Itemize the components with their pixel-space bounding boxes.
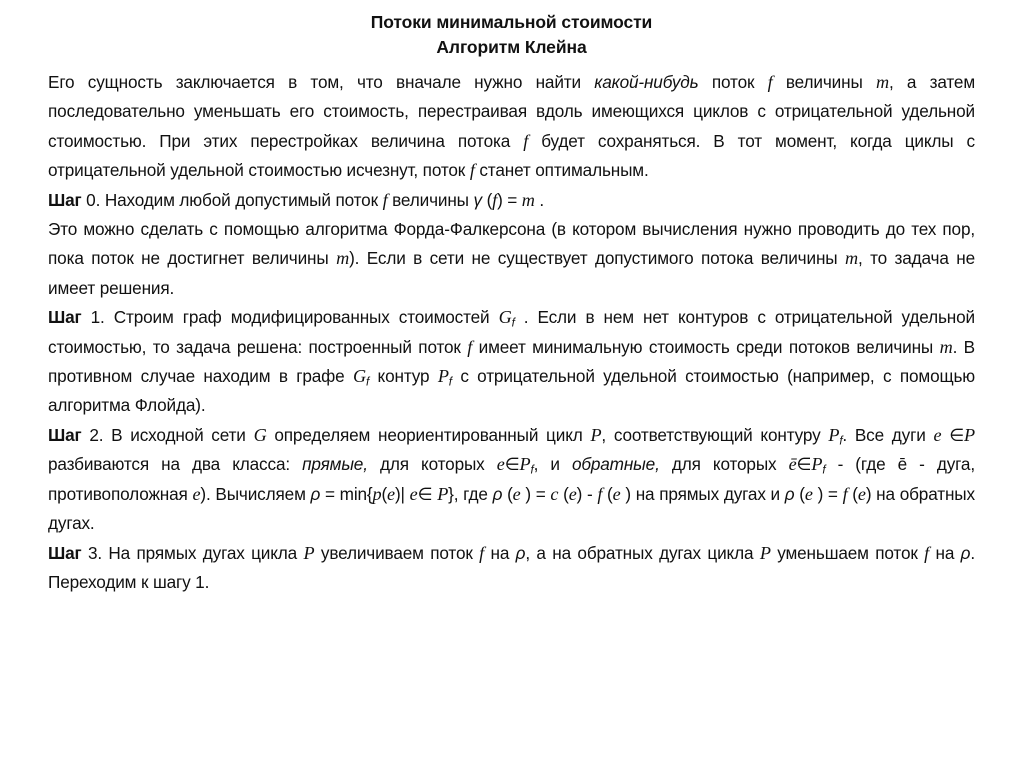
math-var-f: f xyxy=(382,189,388,210)
math-var-e: e xyxy=(409,483,418,504)
math-var-m: m xyxy=(336,248,350,269)
math-var-P: P xyxy=(437,483,449,504)
step2-emphasis-pryamye: прямые, xyxy=(302,454,368,475)
math-expr-Pf xyxy=(811,454,826,477)
math-var-P: P xyxy=(811,454,823,475)
math-subscript-f: f xyxy=(448,375,452,389)
step1-text-3: имеет минимальную стоимость среди потоков величины xyxy=(472,336,940,357)
paragraph-step-3 xyxy=(48,539,975,598)
math-expr-Gf xyxy=(498,307,515,330)
math-var-m: m xyxy=(521,189,535,210)
step3-text-7: . Переходим к шагу 1. xyxy=(48,542,975,592)
ford-text-3: , то задача не имеет решения. xyxy=(48,248,975,298)
intro-text-1: Его сущность заключается в том, что вначале нужно найти xyxy=(48,72,595,92)
math-var-G: G xyxy=(352,366,366,387)
math-expr-Pf xyxy=(519,454,534,477)
math-var-gamma: γ xyxy=(473,189,482,210)
step1-text-1: 1. Строим граф модифицированных стоимостей xyxy=(81,307,499,328)
step2-text-2: определяем неориентированный цикл xyxy=(266,424,591,445)
paragraph-step-1 xyxy=(48,303,975,421)
intro-text-6: станет оптимальным. xyxy=(474,160,649,181)
step2-text-4: . Все дуги xyxy=(842,424,934,445)
math-var-e: e xyxy=(612,483,621,504)
step2-text-5: ∈ xyxy=(941,424,965,445)
step2-text-11: ∈ xyxy=(796,454,812,475)
step2-text-25: ) на прямых дугах и xyxy=(620,483,785,504)
math-var-e: e xyxy=(804,483,813,504)
math-var-f: f xyxy=(924,542,930,563)
step1-text-2: . Если в нем нет контуров с отрицательной удельной стоимостью, то задача решена: построенный поток xyxy=(48,307,975,357)
math-var-e: e xyxy=(387,483,395,504)
title-line-1: Потоки минимальной стоимости xyxy=(370,12,653,32)
step2-text-16: ( xyxy=(381,483,388,504)
math-var-e: e xyxy=(192,483,201,504)
step2-text-24: ( xyxy=(602,483,613,504)
step1-text-4: . В противном случае находим в графе xyxy=(48,336,975,387)
paragraph-step-0 xyxy=(48,186,975,215)
math-var-rho: ρ xyxy=(310,483,321,504)
step2-text-8: ∈ xyxy=(504,454,520,475)
step0-text-2: величины xyxy=(387,189,474,210)
step2-text-12: - (где xyxy=(825,454,898,475)
step2-text-15: = min{ xyxy=(320,483,373,504)
math-subscript-f: f xyxy=(530,463,534,477)
math-var-p: p xyxy=(372,483,382,504)
math-var-P: P xyxy=(437,366,449,387)
step2-text-18: ∈ xyxy=(417,483,438,504)
step2-text-6: разбиваются на два класса: xyxy=(48,454,303,475)
step2-text-23: ) - xyxy=(576,483,598,504)
math-var-f: f xyxy=(523,130,529,151)
math-var-e: e xyxy=(496,454,505,475)
step3-text-1: 3. На прямых дугах цикла xyxy=(81,542,304,563)
step3-text-5: уменьшаем поток xyxy=(770,542,925,563)
math-var-c: c xyxy=(550,483,559,504)
document-body xyxy=(48,68,975,597)
step-label: Шаг xyxy=(48,542,82,563)
math-var-P: P xyxy=(303,542,315,563)
math-var-m: m xyxy=(875,72,889,92)
math-subscript-f: f xyxy=(839,434,843,448)
step2-text-19: }, где xyxy=(448,483,493,504)
math-var-e: e xyxy=(933,424,942,445)
step0-text-1: 0. Находим любой допустимый поток xyxy=(81,189,383,210)
step2-text-14: ). Вычисляем xyxy=(200,483,311,504)
intro-emphasis-kakoy-nibud: какой-нибудь xyxy=(594,72,699,92)
ford-text-1: Это можно сделать с помощью алгоритма Форда-Фалкерсона (в котором вычисления нужно проводить до тех пор, пока поток не достигнет величины xyxy=(48,219,975,269)
math-var-rho: ρ xyxy=(515,542,526,563)
paragraph-ford-fulkerson xyxy=(48,215,975,303)
math-var-G: G xyxy=(253,424,267,445)
step2-text-10: для которых xyxy=(659,454,789,475)
math-var-P: P xyxy=(759,542,771,563)
math-var-P: P xyxy=(828,424,840,445)
math-var-m: m xyxy=(939,336,953,357)
math-expr-Gf xyxy=(352,366,370,389)
step2-text-21: ) = xyxy=(520,483,551,504)
step2-text-27: ) = xyxy=(812,483,843,504)
step2-text-26: ( xyxy=(794,483,805,504)
step2-text-28: ( xyxy=(847,483,858,504)
math-var-f: f xyxy=(492,189,498,210)
math-subscript-f: f xyxy=(822,463,826,477)
step3-text-4: , а на обратных дугах цикла xyxy=(525,542,760,563)
paragraph-intro xyxy=(48,68,975,186)
step2-text-22: ( xyxy=(558,483,569,504)
math-subscript-f: f xyxy=(365,375,370,389)
math-var-P: P xyxy=(519,454,531,475)
step2-text-13: - дуга, противоположная xyxy=(48,454,975,504)
math-var-e-bar: ē xyxy=(788,454,797,475)
math-var-f: f xyxy=(767,72,773,92)
math-var-f: f xyxy=(479,542,485,563)
math-var-m: m xyxy=(844,248,858,269)
step0-text-5: . xyxy=(534,189,545,210)
math-var-f: f xyxy=(597,483,603,504)
math-var-e: e xyxy=(857,483,866,504)
step-label: Шаг xyxy=(48,189,82,210)
step0-text-4: ) = xyxy=(497,189,522,210)
step1-text-6: с отрицательной удельной стоимостью (например, с помощью алгоритма Флойда). xyxy=(48,366,976,416)
step2-text-1: 2. В исходной сети xyxy=(81,424,254,445)
intro-text-3: величины xyxy=(772,72,876,92)
intro-text-4: , а затем последовательно уменьшать его стоимость, перестраивая вдоль имеющихся циклов с отрицательной удельной стоимостью. При этих перестройках величина потока xyxy=(48,72,975,151)
ford-text-2: ). Если в сети не существует допустимого потока величины xyxy=(349,248,845,269)
math-var-P: P xyxy=(964,424,976,445)
title-line-2: Алгоритм Клейна xyxy=(436,37,587,57)
step0-text-3: ( xyxy=(481,189,493,210)
step-label: Шаг xyxy=(48,424,82,445)
intro-text-2: поток xyxy=(698,72,768,92)
paragraph-step-2 xyxy=(48,421,975,539)
math-expr-Pf xyxy=(437,366,452,389)
step3-text-3: на xyxy=(484,542,516,563)
step2-text-20: ( xyxy=(502,483,513,504)
step2-emphasis-obratnye: обратные, xyxy=(571,454,660,475)
math-var-f: f xyxy=(467,336,473,357)
step2-text-29: ) на обратных дугах. xyxy=(48,483,975,534)
step2-text-17: )| xyxy=(394,483,410,504)
math-var-rho: ρ xyxy=(960,542,971,563)
math-var-e: e xyxy=(512,483,521,504)
step3-text-6: на xyxy=(929,542,961,563)
math-subscript-f: f xyxy=(511,316,515,330)
page-title xyxy=(48,10,975,60)
math-var-e-bar: ē xyxy=(897,454,908,475)
step-label: Шаг xyxy=(48,307,82,328)
intro-text-5: будет сохраняться. В тот момент, когда циклы с отрицательной удельной стоимостью исчезнут, поток xyxy=(48,130,975,181)
math-var-rho: ρ xyxy=(492,483,503,504)
step3-text-2: увеличиваем поток xyxy=(314,542,480,563)
math-var-G: G xyxy=(498,307,512,328)
math-var-rho: ρ xyxy=(784,483,795,504)
step1-text-5: контур xyxy=(369,366,438,387)
math-var-e: e xyxy=(568,483,577,504)
math-var-f: f xyxy=(842,483,848,504)
step2-text-9: , и xyxy=(533,454,572,475)
math-var-P: P xyxy=(590,424,602,445)
math-expr-Pf xyxy=(828,424,843,448)
step2-text-7: для которых xyxy=(367,454,497,475)
math-var-f: f xyxy=(469,160,475,181)
step2-text-3: , соответствующий контуру xyxy=(601,424,829,445)
